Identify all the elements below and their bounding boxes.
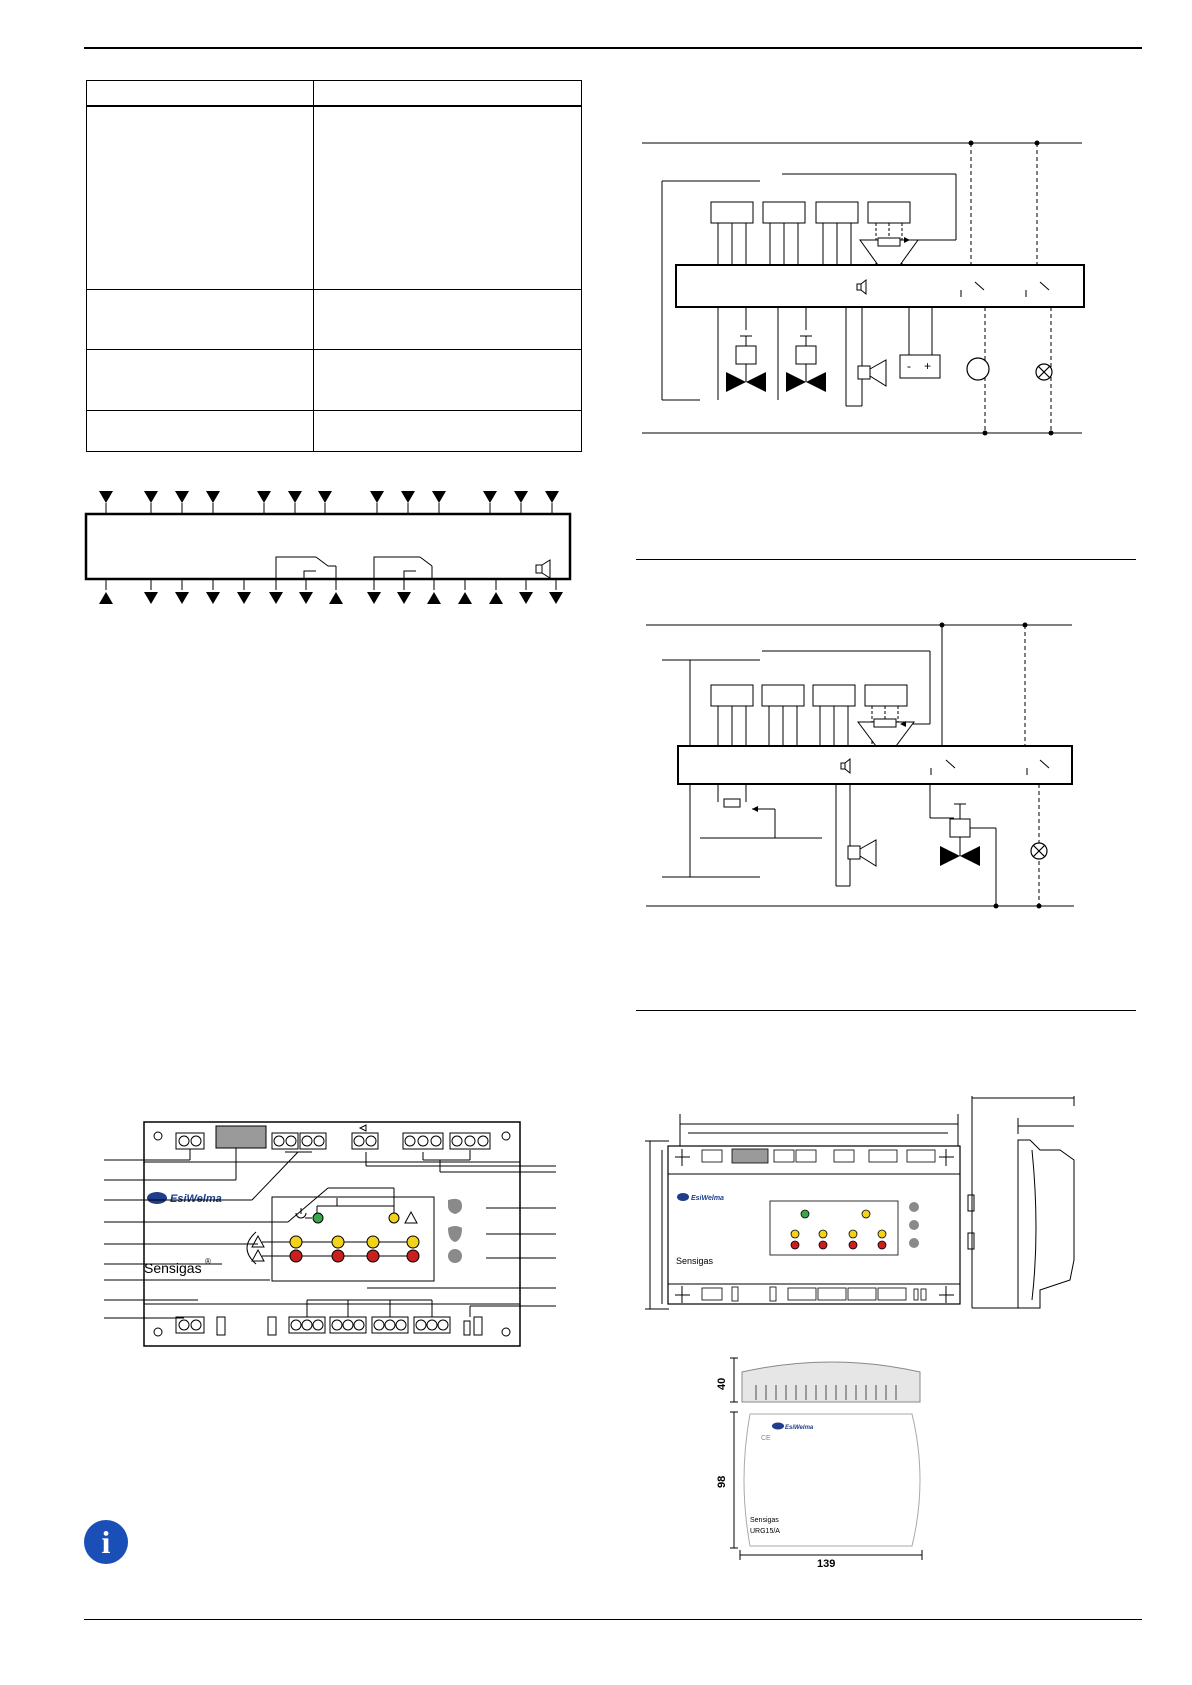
- svg-text:+: +: [924, 359, 932, 373]
- product-name: Sensigas: [144, 1260, 202, 1276]
- dimension-width-label: 139: [817, 1558, 836, 1570]
- dimension-depth-label: 98: [716, 1475, 728, 1488]
- ce-mark: CE: [761, 1435, 771, 1442]
- brand-name: EsiWelma: [691, 1195, 724, 1202]
- product-name: Sensigas: [676, 1256, 714, 1266]
- brand-name: EsiWelma: [785, 1425, 814, 1431]
- dimension-height-label: 40: [716, 1377, 728, 1390]
- brand-name: EsiWelma: [170, 1193, 222, 1205]
- svg-text:®: ®: [205, 1257, 211, 1266]
- product-name: Sensigas: [750, 1517, 779, 1524]
- info-icon: i: [84, 1520, 128, 1564]
- model-name: URG15/A: [750, 1528, 780, 1535]
- svg-text:-: -: [907, 359, 911, 373]
